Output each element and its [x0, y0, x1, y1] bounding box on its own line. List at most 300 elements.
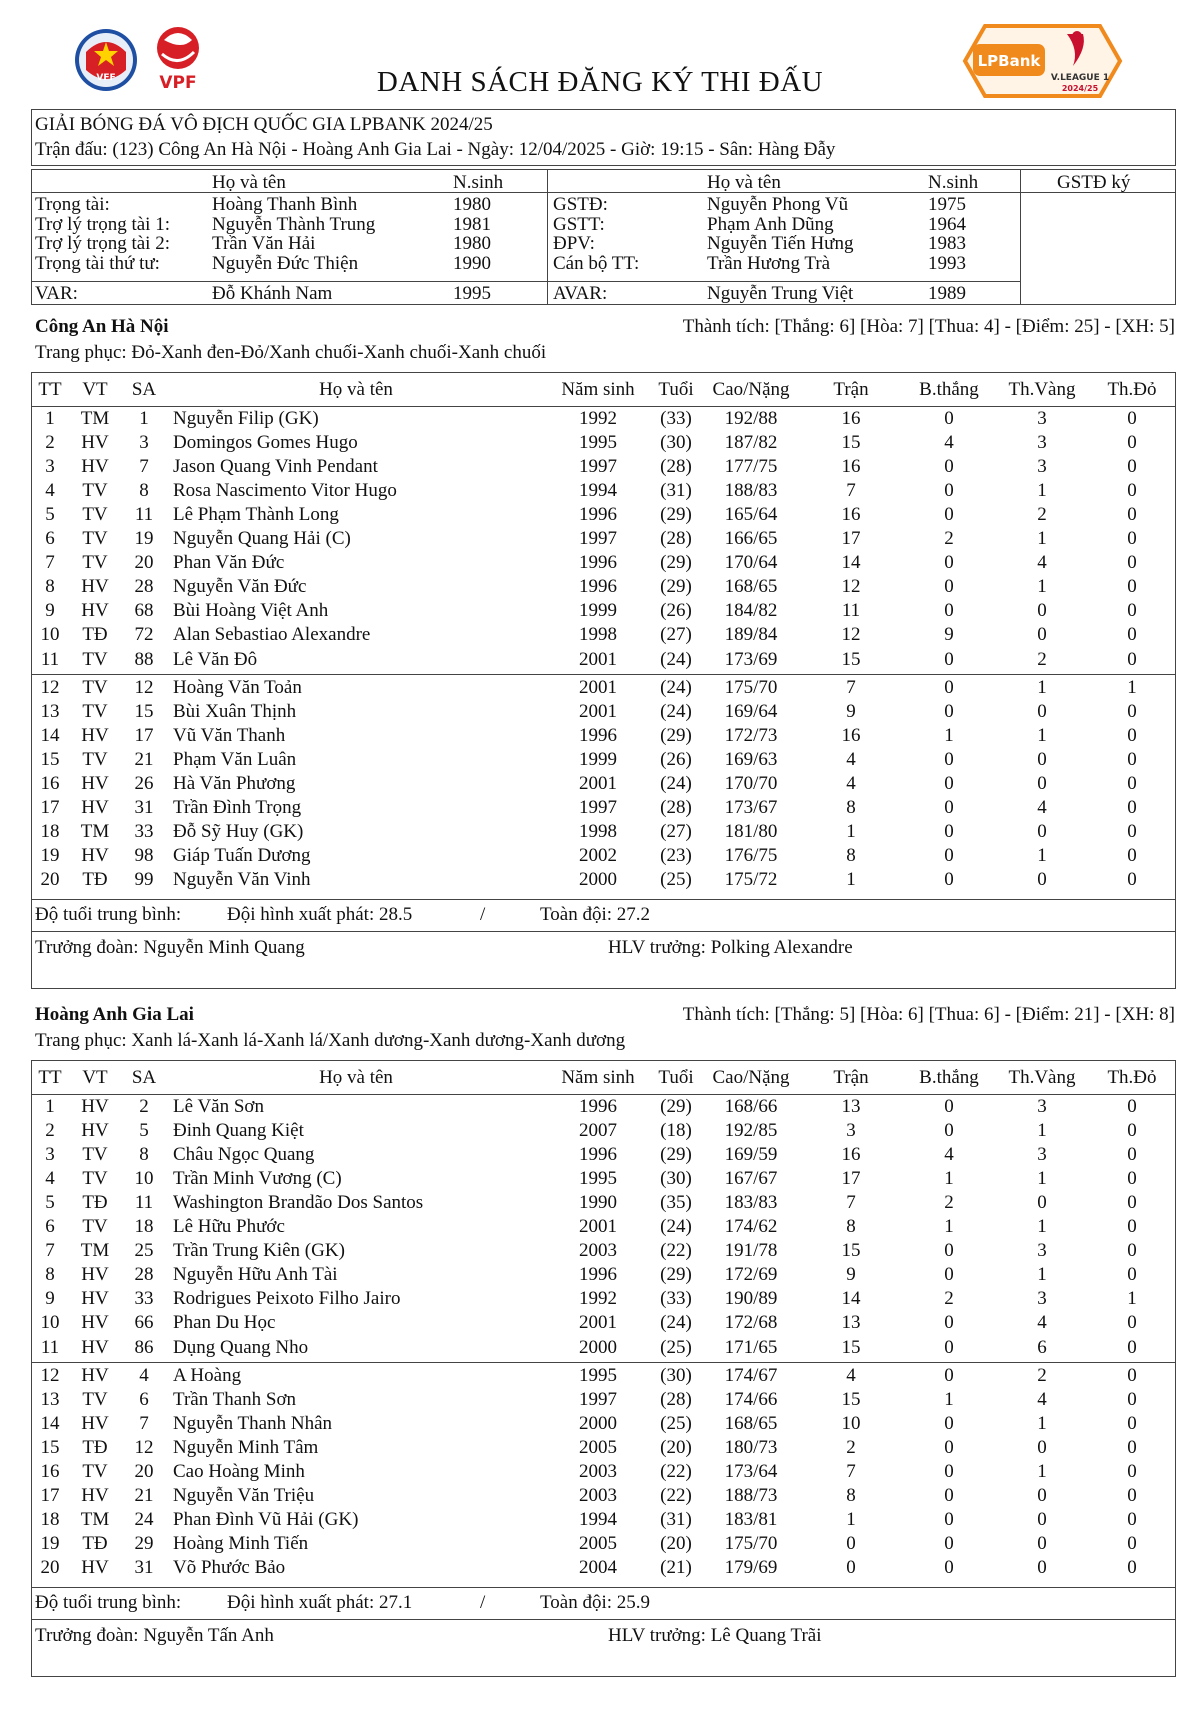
yellow-cards: 1 — [1037, 1216, 1047, 1238]
matches-played: 7 — [846, 1192, 856, 1214]
player-number: 7 — [45, 552, 55, 574]
officials-col-name-left: Họ và tên — [212, 172, 286, 193]
player-age: (35) — [660, 1192, 692, 1214]
matches-played: 16 — [841, 1144, 861, 1166]
average-age-separator: / — [480, 1592, 486, 1613]
goals: 0 — [944, 676, 954, 698]
team-name: Công An Hà Nội — [35, 316, 169, 337]
red-cards: 0 — [1127, 480, 1137, 502]
height-weight: 171/65 — [724, 1336, 778, 1358]
birth-year: 1992 — [579, 408, 617, 429]
vff-label: VFF — [96, 73, 116, 83]
player-number: 20 — [40, 1556, 60, 1578]
player-number: 9 — [45, 600, 55, 622]
shirt-number: 21 — [134, 748, 154, 770]
player-position: TM — [80, 1240, 110, 1262]
matches-played: 1 — [846, 1508, 856, 1530]
player-age: (26) — [660, 748, 692, 770]
official-name: Trần Hương Trà — [707, 253, 831, 274]
player-name: Đỗ Sỹ Huy (GK) — [173, 820, 304, 842]
shirt-number: 33 — [134, 820, 154, 842]
goals: 2 — [944, 1192, 954, 1214]
red-cards: 0 — [1127, 408, 1137, 429]
shirt-number: 26 — [134, 772, 154, 794]
shirt-number: 72 — [134, 624, 154, 646]
player-name: Rosa Nascimento Vitor Hugo — [173, 480, 397, 502]
player-name: Phan Du Học — [173, 1312, 276, 1334]
player-number: 3 — [45, 1144, 55, 1166]
player-number: 13 — [40, 700, 60, 722]
yellow-cards: 1 — [1037, 528, 1047, 550]
yellow-cards: 0 — [1037, 600, 1047, 622]
goals: 0 — [944, 1436, 954, 1458]
shirt-number: 20 — [134, 552, 154, 574]
official-birth-year: 1980 — [453, 194, 491, 215]
birth-year: 2005 — [579, 1532, 617, 1554]
player-number: 2 — [45, 432, 55, 454]
height-weight: 172/68 — [724, 1312, 778, 1334]
red-cards: 0 — [1127, 700, 1137, 722]
goals: 0 — [944, 408, 954, 429]
column-header: TT — [38, 1067, 62, 1088]
birth-year: 2003 — [579, 1240, 617, 1262]
player-name: Lê Văn Đô — [173, 648, 258, 670]
player-position: TM — [80, 408, 110, 429]
yellow-cards: 1 — [1037, 1412, 1047, 1434]
matches-played: 4 — [846, 772, 856, 794]
head-coach: HLV trưởng: Lê Quang Trãi — [608, 1625, 822, 1646]
column-header: B.thắng — [919, 379, 979, 400]
player-age: (24) — [660, 676, 692, 698]
shirt-number: 88 — [134, 648, 154, 670]
player-number: 8 — [45, 576, 55, 598]
yellow-cards: 0 — [1037, 868, 1047, 890]
player-number: 4 — [45, 1168, 55, 1190]
red-cards: 0 — [1127, 576, 1137, 598]
height-weight: 170/64 — [724, 552, 778, 574]
shirt-number: 8 — [139, 480, 149, 502]
player-number: 12 — [40, 1364, 60, 1386]
player-name: Jason Quang Vinh Pendant — [173, 456, 378, 478]
player-name: Võ Phước Bảo — [173, 1556, 286, 1578]
birth-year: 2004 — [579, 1556, 617, 1578]
red-cards: 0 — [1127, 1436, 1137, 1458]
red-cards: 0 — [1127, 1556, 1137, 1578]
official-role: Cán bộ TT: — [553, 253, 640, 274]
column-header: Năm sinh — [561, 1067, 635, 1088]
height-weight: 169/59 — [724, 1144, 778, 1166]
red-cards: 0 — [1127, 624, 1137, 646]
goals: 0 — [944, 504, 954, 526]
goals: 0 — [944, 1240, 954, 1262]
matches-played: 2 — [846, 1436, 856, 1458]
player-number: 16 — [40, 772, 60, 794]
player-position: TV — [82, 480, 108, 502]
yellow-cards: 1 — [1037, 576, 1047, 598]
goals: 0 — [944, 1120, 954, 1142]
player-name: Bùi Xuân Thịnh — [173, 700, 297, 722]
shirt-number: 17 — [134, 724, 154, 746]
player-position: TM — [80, 820, 110, 842]
birth-year: 1997 — [579, 796, 617, 818]
player-position: TĐ — [82, 868, 108, 890]
goals: 1 — [944, 1168, 954, 1190]
red-cards: 0 — [1127, 648, 1137, 670]
column-header: Th.Vàng — [1008, 379, 1076, 400]
goals: 0 — [944, 1532, 954, 1554]
height-weight: 183/81 — [724, 1508, 778, 1530]
goals: 9 — [944, 624, 954, 646]
shirt-number: 19 — [134, 528, 154, 550]
goals: 0 — [944, 1336, 954, 1358]
column-header: Cao/Nặng — [712, 379, 790, 400]
column-header: Trận — [833, 379, 869, 400]
goals: 0 — [944, 772, 954, 794]
player-position: HV — [81, 844, 109, 866]
player-name: Nguyễn Văn Vinh — [173, 868, 311, 890]
player-age: (20) — [660, 1436, 692, 1458]
player-name: Hoàng Minh Tiến — [173, 1532, 309, 1554]
player-age: (30) — [660, 1364, 692, 1386]
player-name: Đinh Quang Kiệt — [173, 1120, 304, 1142]
player-position: HV — [81, 1556, 109, 1578]
player-name: Trần Đình Trọng — [173, 796, 302, 818]
average-age-starting: Đội hình xuất phát: 28.5 — [227, 904, 413, 925]
matches-played: 12 — [841, 576, 861, 598]
player-number: 4 — [45, 480, 55, 502]
column-header: Th.Đỏ — [1107, 379, 1157, 400]
goals: 0 — [944, 600, 954, 622]
height-weight: 183/83 — [724, 1192, 778, 1214]
yellow-cards: 1 — [1037, 676, 1047, 698]
shirt-number: 11 — [134, 1192, 154, 1214]
birth-year: 1997 — [579, 528, 617, 550]
shirt-number: 98 — [134, 844, 154, 866]
official-role: GSTT: — [553, 214, 605, 235]
matches-played: 8 — [846, 844, 856, 866]
yellow-cards: 4 — [1037, 1312, 1047, 1334]
column-header: VT — [82, 379, 108, 400]
vpf-label: VPF — [159, 73, 197, 93]
player-name: Nguyễn Thanh Nhân — [173, 1412, 333, 1434]
player-age: (22) — [660, 1240, 692, 1262]
player-position: HV — [81, 1312, 109, 1334]
team-kit: Trang phục: Đỏ-Xanh đen-Đỏ/Xanh chuối-Xanh chuối-Xanh chuối — [35, 342, 547, 363]
red-cards: 0 — [1127, 1312, 1137, 1334]
player-age: (24) — [660, 648, 692, 670]
official-name: Nguyễn Đức Thiện — [212, 253, 359, 274]
height-weight: 175/70 — [724, 1532, 778, 1554]
goals: 1 — [944, 1388, 954, 1410]
birth-year: 2003 — [579, 1484, 617, 1506]
yellow-cards: 0 — [1037, 700, 1047, 722]
official-name: Nguyễn Phong Vũ — [707, 194, 849, 215]
matches-played: 4 — [846, 1364, 856, 1386]
birth-year: 2001 — [579, 676, 617, 698]
player-name: Lê Hữu Phước — [173, 1216, 285, 1238]
height-weight: 188/83 — [724, 480, 778, 502]
goals: 0 — [944, 820, 954, 842]
goals: 0 — [944, 1460, 954, 1482]
official-role: Trọng tài: — [35, 194, 110, 215]
height-weight: 173/64 — [724, 1460, 778, 1482]
column-header: Th.Vàng — [1008, 1067, 1076, 1088]
matches-played: 13 — [841, 1312, 861, 1334]
birth-year: 1996 — [579, 724, 617, 746]
player-number: 11 — [40, 648, 60, 670]
player-age: (27) — [660, 624, 692, 646]
official-name: Nguyễn Trung Việt — [707, 283, 854, 304]
goals: 2 — [944, 1288, 954, 1310]
goals: 0 — [944, 480, 954, 502]
matches-played: 0 — [846, 1556, 856, 1578]
officials-var-line — [31, 281, 1020, 282]
player-position: HV — [81, 1484, 109, 1506]
birth-year: 1994 — [579, 1508, 617, 1530]
yellow-cards: 0 — [1037, 1508, 1047, 1530]
match-info: Trận đấu: (123) Công An Hà Nội - Hoàng Anh Gia Lai - Ngày: 12/04/2025 - Giờ: 19:15 - Sân: Hàng Đẫy — [35, 139, 836, 160]
shirt-number: 20 — [134, 1460, 154, 1482]
shirt-number: 33 — [134, 1288, 154, 1310]
goals: 1 — [944, 724, 954, 746]
player-position: TV — [82, 528, 108, 550]
average-age-squad: Toàn đội: 25.9 — [540, 1592, 651, 1613]
matches-played: 17 — [841, 528, 861, 550]
official-role: GSTĐ: — [553, 194, 608, 215]
player-number: 15 — [40, 748, 60, 770]
official-name: Phạm Anh Dũng — [707, 214, 834, 235]
officials-col-name-right: Họ và tên — [707, 172, 781, 193]
lpbank-label: LPBank — [977, 52, 1041, 70]
shirt-number: 29 — [134, 1532, 154, 1554]
height-weight: 175/72 — [724, 868, 778, 890]
red-cards: 0 — [1127, 748, 1137, 770]
red-cards: 0 — [1127, 868, 1137, 890]
goals: 0 — [944, 1508, 954, 1530]
height-weight: 168/66 — [724, 1096, 778, 1117]
player-name: Trần Thanh Sơn — [173, 1388, 297, 1410]
player-age: (31) — [660, 480, 692, 502]
officials-col-birth-left: N.sinh — [453, 172, 504, 193]
birth-year: 1998 — [579, 820, 617, 842]
column-header: SA — [131, 379, 157, 400]
player-age: (29) — [660, 724, 692, 746]
player-number: 7 — [45, 1240, 55, 1262]
yellow-cards: 3 — [1037, 408, 1047, 429]
shirt-number: 28 — [134, 576, 154, 598]
player-name: Nguyễn Văn Triệu — [173, 1484, 315, 1506]
red-cards: 0 — [1127, 1364, 1137, 1386]
player-name: Nguyễn Minh Tâm — [173, 1436, 319, 1458]
player-name: Lê Văn Sơn — [173, 1096, 264, 1117]
player-name: Domingos Gomes Hugo — [173, 432, 358, 454]
player-name: Nguyễn Hữu Anh Tài — [173, 1264, 338, 1286]
shirt-number: 12 — [134, 676, 154, 698]
birth-year: 2001 — [579, 700, 617, 722]
yellow-cards: 2 — [1037, 504, 1047, 526]
player-position: TĐ — [82, 1532, 108, 1554]
player-name: Alan Sebastiao Alexandre — [173, 624, 371, 646]
height-weight: 168/65 — [724, 576, 778, 598]
height-weight: 180/73 — [724, 1436, 778, 1458]
official-birth-year: 1980 — [453, 233, 491, 254]
shirt-number: 18 — [134, 1216, 154, 1238]
officials-sign-divider — [1020, 169, 1021, 305]
player-number: 3 — [45, 456, 55, 478]
height-weight: 168/65 — [724, 1412, 778, 1434]
birth-year: 2002 — [579, 844, 617, 866]
birth-year: 1998 — [579, 624, 617, 646]
player-age: (27) — [660, 820, 692, 842]
player-age: (29) — [660, 576, 692, 598]
officials-col-birth-right: N.sinh — [928, 172, 979, 193]
official-birth-year: 1981 — [453, 214, 491, 235]
player-position: HV — [81, 1264, 109, 1286]
red-cards: 0 — [1127, 456, 1137, 478]
player-age: (18) — [660, 1120, 692, 1142]
player-name: Trần Minh Vương (C) — [173, 1168, 342, 1190]
player-number: 12 — [40, 676, 60, 698]
player-position: HV — [81, 456, 109, 478]
matches-played: 8 — [846, 1216, 856, 1238]
birth-year: 2001 — [579, 1216, 617, 1238]
shirt-number: 68 — [134, 600, 154, 622]
red-cards: 0 — [1127, 1144, 1137, 1166]
goals: 0 — [944, 456, 954, 478]
red-cards: 0 — [1127, 1216, 1137, 1238]
yellow-cards: 0 — [1037, 1192, 1047, 1214]
matches-played: 7 — [846, 480, 856, 502]
player-name: Châu Ngọc Quang — [173, 1144, 315, 1166]
player-number: 19 — [40, 844, 60, 866]
player-name: Nguyễn Filip (GK) — [173, 408, 319, 429]
official-name: Nguyễn Tiến Hưng — [707, 233, 854, 254]
column-header: Năm sinh — [561, 379, 635, 400]
birth-year: 1996 — [579, 1096, 617, 1117]
red-cards: 0 — [1127, 432, 1137, 454]
height-weight: 166/65 — [724, 528, 778, 550]
red-cards: 0 — [1127, 1460, 1137, 1482]
red-cards: 0 — [1127, 1336, 1137, 1358]
goals: 0 — [944, 1312, 954, 1334]
shirt-number: 2 — [139, 1096, 149, 1117]
player-number: 13 — [40, 1388, 60, 1410]
yellow-cards: 4 — [1037, 1388, 1047, 1410]
player-age: (31) — [660, 1508, 692, 1530]
player-name: Phan Đình Vũ Hải (GK) — [173, 1508, 359, 1530]
shirt-number: 4 — [139, 1364, 149, 1386]
player-number: 20 — [40, 868, 60, 890]
player-age: (24) — [660, 700, 692, 722]
column-header: B.thắng — [919, 1067, 979, 1088]
official-role: Trọng tài thứ tư: — [35, 253, 160, 274]
player-number: 17 — [40, 796, 60, 818]
shirt-number: 6 — [139, 1388, 149, 1410]
yellow-cards: 0 — [1037, 748, 1047, 770]
official-birth-year: 1989 — [928, 283, 966, 304]
player-name: Phan Văn Đức — [173, 552, 285, 574]
average-age-squad: Toàn đội: 27.2 — [540, 904, 651, 925]
matches-played: 16 — [841, 504, 861, 526]
player-number: 6 — [45, 528, 55, 550]
birth-year: 2000 — [579, 1336, 617, 1358]
official-birth-year: 1990 — [453, 253, 491, 274]
yellow-cards: 0 — [1037, 624, 1047, 646]
player-age: (24) — [660, 772, 692, 794]
player-position: TV — [82, 648, 108, 670]
matches-played: 14 — [841, 1288, 861, 1310]
height-weight: 170/70 — [724, 772, 778, 794]
team-name: Hoàng Anh Gia Lai — [35, 1004, 194, 1025]
height-weight: 172/73 — [724, 724, 778, 746]
substitutes-divider — [31, 674, 1176, 675]
goals: 0 — [944, 748, 954, 770]
yellow-cards: 3 — [1037, 1240, 1047, 1262]
shirt-number: 99 — [134, 868, 154, 890]
shirt-number: 5 — [139, 1120, 149, 1142]
player-name: Nguyễn Văn Đức — [173, 576, 307, 598]
birth-year: 1995 — [579, 432, 617, 454]
red-cards: 0 — [1127, 724, 1137, 746]
height-weight: 173/67 — [724, 796, 778, 818]
red-cards: 0 — [1127, 552, 1137, 574]
column-header: Th.Đỏ — [1107, 1067, 1157, 1088]
team-manager: Trưởng đoàn: Nguyễn Tấn Anh — [35, 1625, 274, 1646]
player-name: Washington Brandão Dos Santos — [173, 1192, 424, 1214]
official-birth-year: 1995 — [453, 283, 491, 304]
height-weight: 167/67 — [724, 1168, 778, 1190]
official-birth-year: 1975 — [928, 194, 966, 215]
yellow-cards: 0 — [1037, 1532, 1047, 1554]
team-manager: Trưởng đoàn: Nguyễn Minh Quang — [35, 937, 305, 958]
height-weight: 174/67 — [724, 1364, 778, 1386]
birth-year: 2005 — [579, 1436, 617, 1458]
player-age: (22) — [660, 1460, 692, 1482]
player-position: HV — [81, 772, 109, 794]
shirt-number: 15 — [134, 700, 154, 722]
player-age: (26) — [660, 600, 692, 622]
yellow-cards: 3 — [1037, 456, 1047, 478]
yellow-cards: 3 — [1037, 1288, 1047, 1310]
height-weight: 188/73 — [724, 1484, 778, 1506]
matches-played: 16 — [841, 456, 861, 478]
player-name: A Hoàng — [173, 1364, 242, 1386]
player-age: (23) — [660, 844, 692, 866]
red-cards: 0 — [1127, 1264, 1137, 1286]
height-weight: 169/64 — [724, 700, 778, 722]
height-weight: 174/62 — [724, 1216, 778, 1238]
player-name: Phạm Văn Luân — [173, 748, 297, 770]
player-position: HV — [81, 1288, 109, 1310]
player-position: HV — [81, 600, 109, 622]
height-weight: 191/78 — [724, 1240, 778, 1262]
birth-year: 1996 — [579, 1264, 617, 1286]
matches-played: 15 — [841, 432, 861, 454]
player-number: 19 — [40, 1532, 60, 1554]
player-number: 6 — [45, 1216, 55, 1238]
player-position: TĐ — [82, 1192, 108, 1214]
yellow-cards: 0 — [1037, 1556, 1047, 1578]
red-cards: 0 — [1127, 1412, 1137, 1434]
column-header: Họ và tên — [319, 1067, 393, 1088]
goals: 4 — [944, 432, 954, 454]
player-position: TV — [82, 700, 108, 722]
player-age: (25) — [660, 1336, 692, 1358]
shirt-number: 10 — [134, 1168, 154, 1190]
red-cards: 1 — [1127, 1288, 1137, 1310]
red-cards: 0 — [1127, 820, 1137, 842]
birth-year: 1996 — [579, 1144, 617, 1166]
